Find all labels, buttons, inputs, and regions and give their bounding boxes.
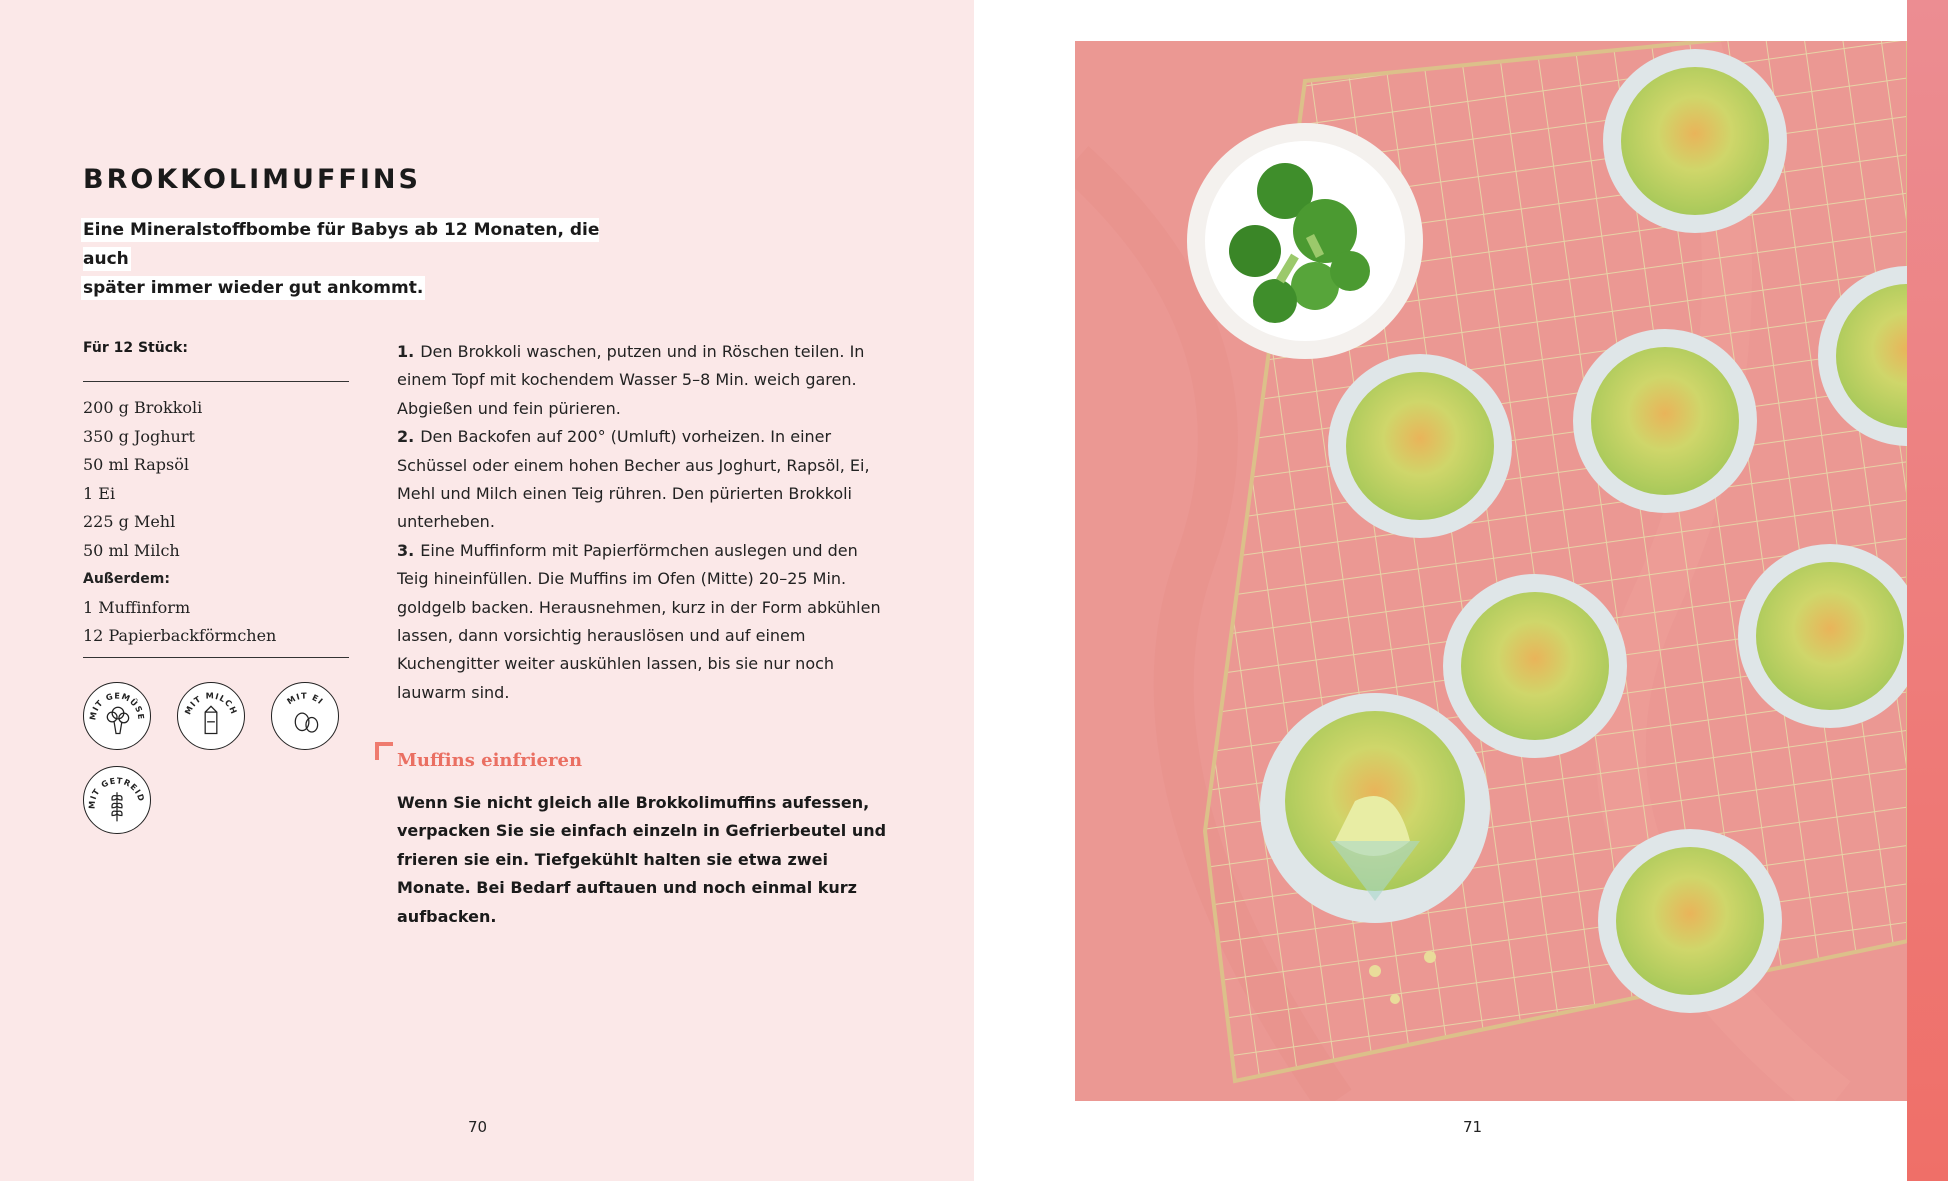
badge-mit-getreide <box>83 766 151 834</box>
muffin <box>1603 49 1787 233</box>
muffin-broken <box>1260 693 1490 923</box>
page-edge-strip <box>1907 0 1948 1181</box>
badge-label: MIT GEMÜSE <box>87 690 147 721</box>
step-number: 1. <box>397 342 415 361</box>
ingredients-bottom-divider <box>83 657 349 658</box>
badge-label: MIT MILCH <box>182 690 240 716</box>
ingredient-item: 225 g Mehl <box>83 512 176 531</box>
ingredient-extra-item: 12 Papierbackförmchen <box>83 626 277 645</box>
ingredient-extra-item: 1 Muffinform <box>83 597 191 617</box>
tip-text: Wenn Sie nicht gleich alle Brokkolimuffins aufessen, verpacken Sie sie einfach einzeln in Gefrierbeutel und frieren sie ein. Tiefgekühlt halten sie etwa zwei Monate. Bei Bedarf auftauen und noch einmal kurz aufbacken. <box>397 793 887 926</box>
subtitle-line-1: Eine Mineralstoffbombe für Babys ab 12 Monaten, die auch <box>83 220 600 269</box>
ingredients-extra-header: Außerdem: <box>83 571 170 587</box>
ingredients-top-divider <box>83 381 349 382</box>
broccoli-icon <box>84 683 150 749</box>
badge-label: MIT EI <box>285 690 326 707</box>
instructions <box>397 338 882 707</box>
page-number-right: 71 <box>1463 1118 1483 1136</box>
muffin <box>1328 354 1512 538</box>
instruction-step <box>397 537 882 707</box>
badge-mit-gemuese <box>83 682 151 750</box>
broccoli-bowl <box>1187 123 1423 359</box>
broccoli-muffins-photo <box>1075 41 1908 1101</box>
recipe-subtitle <box>83 216 603 303</box>
ingredient-item: 350 g Joghurt <box>83 426 195 446</box>
ingredients-header: Für 12 Stück: <box>83 340 188 356</box>
svg-text:MIT EI <box>285 690 326 706</box>
ingredient-item: 1 Ei <box>83 483 116 503</box>
badge-mit-ei <box>271 682 339 750</box>
ingredient-item: 200 g Brokkoli <box>83 398 203 417</box>
step-text: Den Brokkoli waschen, putzen und in Röschen teilen. In einem Topf mit kochendem Wasser 5–8 Min. weich garen. Abgießen und fein pürieren. <box>397 342 865 418</box>
muffin <box>1573 329 1757 513</box>
wheat-icon <box>84 767 150 833</box>
instruction-step <box>397 423 882 537</box>
badge-mit-milch <box>177 682 245 750</box>
ingredient-item: 50 ml Rapsöl <box>83 455 189 474</box>
step-text: Eine Muffinform mit Papierförmchen auslegen und den Teig hineinfüllen. Die Muffins im Ofen (Mitte) 20–25 Min. goldgelb backen. Herausnehmen, kurz in der Form abkühlen lassen, dann vorsichtig herauslösen und auf einem Kuchengitter weiter auskühlen lassen, bis sie nur noch lauwarm sind. <box>397 540 881 702</box>
page-number-left: 70 <box>468 1118 488 1136</box>
step-text: Den Backofen auf 200° (Umluft) vorheizen. In einer Schüssel oder einem hohen Becher aus Joghurt, Rapsöl, Ei, Mehl und Milch einen Teig rühren. Den pürierten Brokkoli unterheben. <box>397 427 870 532</box>
tip-corner-marker <box>375 742 393 760</box>
step-number: 2. <box>397 427 415 447</box>
egg-icon <box>272 683 338 749</box>
subtitle-line-2: später immer wieder gut ankommt. <box>83 278 424 298</box>
recipe-title: BROKKOLIMUFFINS <box>83 164 421 195</box>
badge-label: MIT GETREID <box>86 775 148 810</box>
milk-carton-icon <box>178 683 244 749</box>
step-number: 3. <box>397 540 415 560</box>
muffin <box>1443 574 1627 758</box>
instruction-step <box>397 338 882 423</box>
ingredient-item: 50 ml Milch <box>83 540 180 560</box>
muffin <box>1598 829 1782 1013</box>
tip-title: Muffins einfrieren <box>397 750 583 771</box>
ingredients-list <box>83 394 276 651</box>
